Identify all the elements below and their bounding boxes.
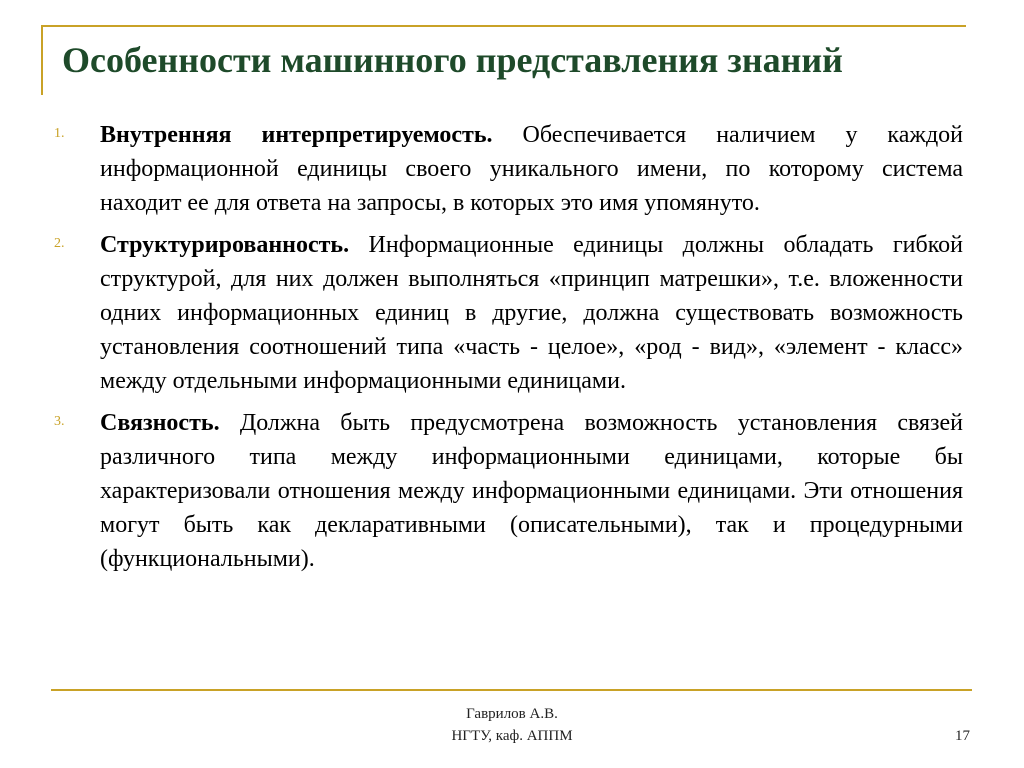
title-frame-left-line <box>41 25 43 95</box>
title-frame-top-line <box>41 25 966 27</box>
list-item-description: Информационные единицы должны обладать гибкой структурой, для них должен выполняться «принцип матрешки», т.е. вложенности одних информационных единиц в другие, должна существовать возможность установления соотношений типа «часть - целое», «род - вид», «элемент - класс» между отдельными информационными единицами. <box>100 232 964 394</box>
list-item-description: Должна быть предусмотрена возможность установления связей различного типа между информационными единицами, которые бы характеризовали отношения между информационными единицами. Эти отношения могут быть как декларативными (описательными), так и процедурными (функциональными). <box>100 410 964 572</box>
numbered-list <box>54 118 964 584</box>
list-item-term: Структурированность. <box>100 232 350 258</box>
list-item-number: 3. <box>54 414 65 429</box>
slide-title: Особенности машинного представления знаний <box>62 40 843 80</box>
list-item-text <box>100 228 963 398</box>
list-item <box>54 228 964 398</box>
footer-author: Гаврилов А.В. <box>466 706 558 722</box>
list-item-term: Внутренняя интерпретируемость. <box>100 122 493 148</box>
list-item-text <box>100 406 963 576</box>
list-item-description: Обеспечивается наличием у каждой информационной единицы своего уникального имени, по которому система находит ее для ответа на запросы, в которых это имя упомянуто. <box>100 122 963 216</box>
list-item-number: 2. <box>54 236 65 251</box>
footer <box>362 703 662 747</box>
footer-department: НГТУ, каф. АППМ <box>451 728 573 744</box>
page-number: 17 <box>955 728 970 744</box>
footer-divider <box>51 689 972 691</box>
list-item <box>54 406 964 576</box>
list-item-term: Связность. <box>100 410 220 436</box>
list-item-text <box>100 118 963 220</box>
list-item <box>54 118 963 220</box>
list-item-number: 1. <box>54 126 65 141</box>
